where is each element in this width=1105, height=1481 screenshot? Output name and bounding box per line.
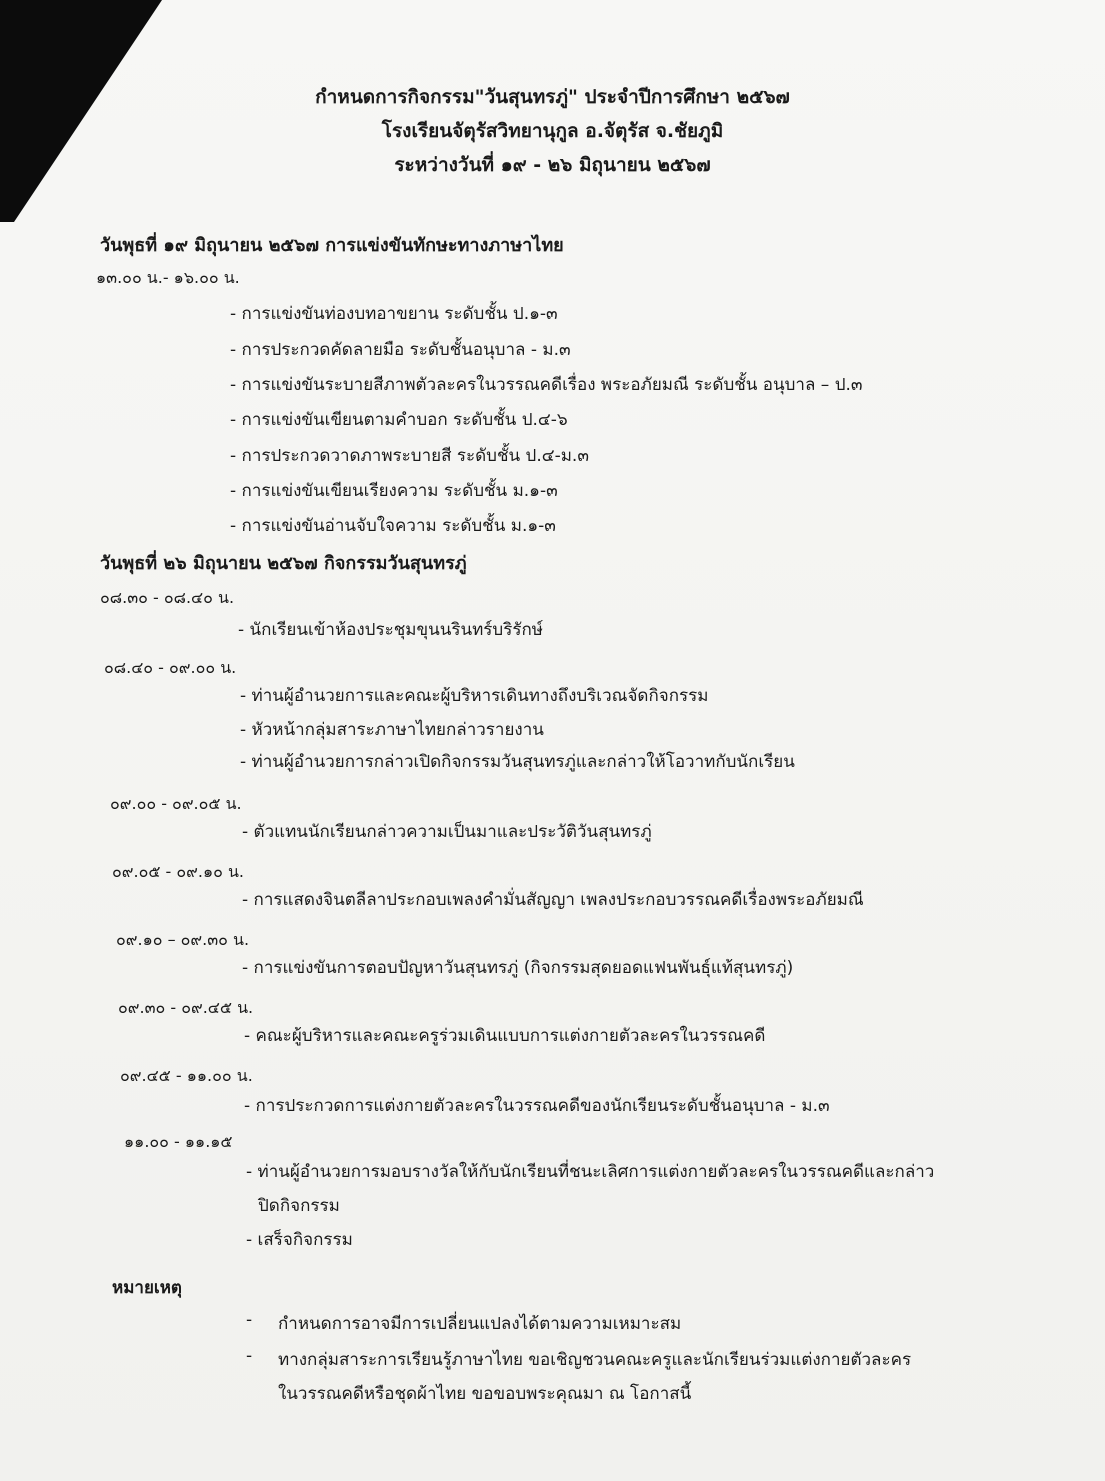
school-name: โรงเรียนจัตุรัสวิทยานุกูล อ.จัตุรัส จ.ชัยภูมิ	[381, 120, 724, 142]
slot-time: ๐๘.๓๐ - ๐๘.๔๐ น.	[100, 588, 235, 607]
slot-item: - การแสดงจินตลีลาประกอบเพลงคำมั่นสัญญา เพลงประกอบวรรณคดีเรื่องพระอภัยมณี	[242, 890, 864, 910]
note-text-continued: ในวรรณคดีหรือชุดผ้าไทย ขอขอบพระคุณมา ณ โอกาสนี้	[278, 1384, 692, 1404]
day1-heading: วันพุธที่ ๑๙ มิถุนายน ๒๕๖๗ การแข่งขันทักษะทางภาษาไทย	[100, 235, 564, 256]
day1-item: - การประกวดคัดลายมือ ระดับชั้นอนุบาล - ม.๓	[230, 340, 571, 360]
slot-time: ๐๙.๔๕ - ๑๑.๐๐ น.	[120, 1066, 253, 1085]
slot-item-continued: ปิดกิจกรรม	[258, 1196, 340, 1216]
slot-item: - ท่านผู้อำนวยการและคณะผู้บริหารเดินทางถึงบริเวณจัดกิจกรรม	[240, 686, 709, 706]
day1-time: ๑๓.๐๐ น.- ๑๖.๐๐ น.	[96, 268, 240, 287]
day1-item: - การแข่งขันเขียนตามคำบอก ระดับชั้น ป.๔-๖	[230, 410, 568, 430]
slot-item: - หัวหน้ากลุ่มสาระภาษาไทยกล่าวรายงาน	[240, 720, 544, 740]
slot-time: ๐๙.๐๕ - ๐๙.๑๐ น.	[112, 862, 244, 881]
slot-item: - เสร็จกิจกรรม	[246, 1230, 353, 1250]
slot-time: ๐๘.๔๐ - ๐๙.๐๐ น.	[104, 658, 237, 677]
day1-item: - การแข่งขันระบายสีภาพตัวละครในวรรณคดีเรื่อง พระอภัยมณี ระดับชั้น อนุบาล – ป.๓	[230, 375, 863, 395]
slot-item: - ตัวแทนนักเรียนกล่าวความเป็นมาและประวัติวันสุนทรภู่	[242, 822, 652, 842]
folded-corner-shadow	[0, 0, 170, 225]
day1-item: - การแข่งขันท่องบทอาขยาน ระดับชั้น ป.๑-๓	[230, 304, 558, 324]
day1-item: - การแข่งขันอ่านจับใจความ ระดับชั้น ม.๑-๓	[230, 516, 556, 536]
notes-heading: หมายเหตุ	[112, 1278, 182, 1298]
document-title: กำหนดการกิจกรรม"วันสุนทรภู่" ประจำปีการศึกษา ๒๕๖๗	[315, 86, 790, 108]
note-text: ทางกลุ่มสาระการเรียนรู้ภาษาไทย ขอเชิญชวนคณะครูและนักเรียนร่วมแต่งกายตัวละคร	[278, 1350, 912, 1370]
note-bullet: -	[246, 1310, 253, 1330]
day1-item: - การแข่งขันเขียนเรียงความ ระดับชั้น ม.๑-๓	[230, 481, 558, 501]
day2-heading: วันพุธที่ ๒๖ มิถุนายน ๒๕๖๗ กิจกรรมวันสุนทรภู่	[100, 553, 467, 574]
slot-item: - นักเรียนเข้าห้องประชุมขุนนรินทร์บริรักษ์	[238, 620, 543, 640]
slot-time: ๐๙.๑๐ – ๐๙.๓๐ น.	[116, 930, 250, 949]
slot-item: - ท่านผู้อำนวยการมอบรางวัลให้กับนักเรียนที่ชนะเลิศการแต่งกายตัวละครในวรรณคดีและกล่าว	[246, 1162, 935, 1182]
note-bullet: -	[246, 1346, 253, 1366]
note-text: กำหนดการอาจมีการเปลี่ยนแปลงได้ตามความเหมาะสม	[278, 1314, 682, 1334]
slot-item: - การประกวดการแต่งกายตัวละครในวรรณคดีของนักเรียนระดับชั้นอนุบาล - ม.๓	[244, 1096, 830, 1116]
slot-item: - ท่านผู้อำนวยการกล่าวเปิดกิจกรรมวันสุนทรภู่และกล่าวให้โอวาทกับนักเรียน	[240, 752, 795, 772]
slot-time: ๐๙.๐๐ - ๐๙.๐๕ น.	[110, 794, 242, 813]
slot-item: - การแข่งขันการตอบปัญหาวันสุนทรภู่ (กิจกรรมสุดยอดแฟนพันธุ์แท้สุนทรภู่)	[242, 958, 794, 978]
slot-time: ๑๑.๐๐ - ๑๑.๑๕	[124, 1132, 233, 1151]
day1-item: - การประกวดวาดภาพระบายสี ระดับชั้น ป.๔-ม.๓	[230, 446, 589, 466]
date-range: ระหว่างวันที่ ๑๙ - ๒๖ มิถุนายน ๒๕๖๗	[394, 154, 711, 176]
slot-time: ๐๙.๓๐ - ๐๙.๔๕ น.	[118, 998, 254, 1017]
slot-item: - คณะผู้บริหารและคณะครูร่วมเดินแบบการแต่งกายตัวละครในวรรณคดี	[244, 1026, 766, 1046]
